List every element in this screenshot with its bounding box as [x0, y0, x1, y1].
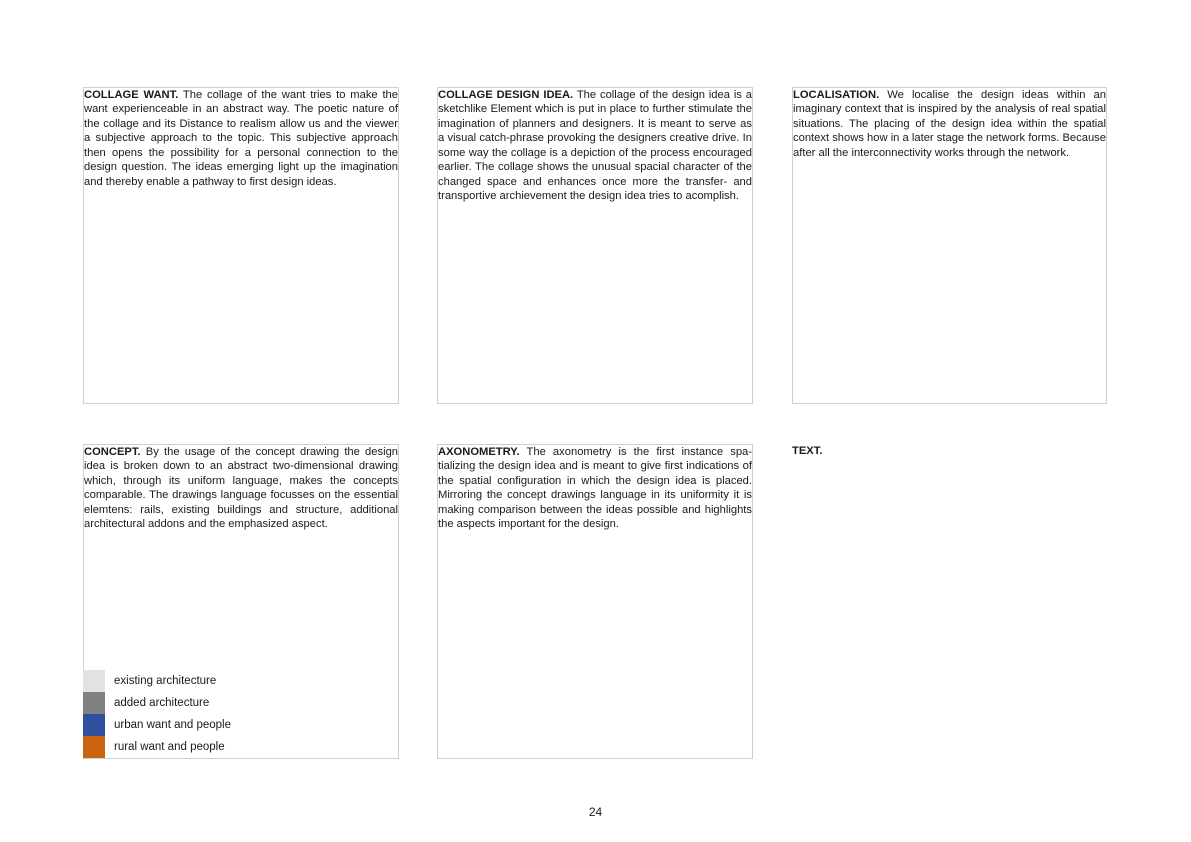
legend-swatch [83, 736, 105, 758]
panel-axonometry [437, 444, 753, 759]
panel-body: The collage of the want tries to make the want experienceable in an abstract way. The poetic nature of the collage and its Distance to realism allow us and the viewer a subjective approach to the topic. This subjective approach then opens the possibility for a personal connection to the design question. The ideas emerging light up the imagination and thereby enable a pathway to first design ideas. [84, 89, 399, 188]
panel-text [793, 88, 1106, 160]
panel-text [84, 445, 398, 532]
panel-body: By the usage of the concept drawing the design idea is broken down to an abstract two-dimensional drawing which, through its uniform language, makes the concepts comparable. The drawings language focusses on the essential elemtens: rails, existing buildings and structure, additional architectural addons and the emphasized aspect. [84, 446, 399, 531]
panel-body: We localise the design ideas within an imaginary context that is inspired by the analysis of real spatial situations. The placing of the design idea within the spatial context shows how in a later stage the network forms. Because after all the interconnectivity works through the network. [793, 89, 1106, 159]
legend-swatch [83, 692, 105, 714]
panel-heading: AXONOMETRY. [438, 446, 520, 458]
panel-body: The axonometry is the first instance spatializing the design idea and is meant to give first indications of the spatial configuration in which the design idea is placed. Mirroring the concept drawings language in its uniformity it is making comparison between the ideas possible and highlights the aspects important for the design. [438, 446, 752, 531]
panel-text [792, 444, 1107, 458]
panel-text [438, 445, 752, 532]
panel-heading: TEXT. [792, 445, 823, 457]
panel-collage-want [83, 87, 399, 404]
panel-localisation [792, 87, 1107, 404]
legend-swatch [83, 670, 105, 692]
panel-heading: LOCALISATION. [793, 89, 880, 101]
panel-heading: COLLAGE WANT. [84, 89, 179, 101]
page-number: 24 [588, 805, 603, 819]
panel-body: The collage of the design idea is a sketchlike Element which is put in place to further stimulate the imagination of planners and designers. It is meant to serve as a visual catch-phrase provoking the designers creative drive. In some way the collage is a depiction of the process encouraged earlier. The collage shows the unusual spacial character of the changed space and enhances once more the transfer- and transportive archievement the design idea tries to acomplish. [438, 89, 752, 203]
legend-label: rural want and people [114, 741, 225, 753]
panel-text-placeholder [792, 444, 1107, 759]
panel-text [438, 88, 752, 204]
panel-text [84, 88, 398, 189]
panel-heading: CONCEPT. [84, 446, 141, 458]
panel-concept [83, 444, 399, 759]
legend-swatch [83, 714, 105, 736]
legend-label: existing architecture [114, 675, 217, 687]
legend-label: urban want and people [114, 719, 232, 731]
panel-collage-design-idea [437, 87, 753, 404]
panel-heading: COLLAGE DESIGN IDEA. [438, 89, 574, 101]
legend-label: added architecture [114, 697, 210, 709]
